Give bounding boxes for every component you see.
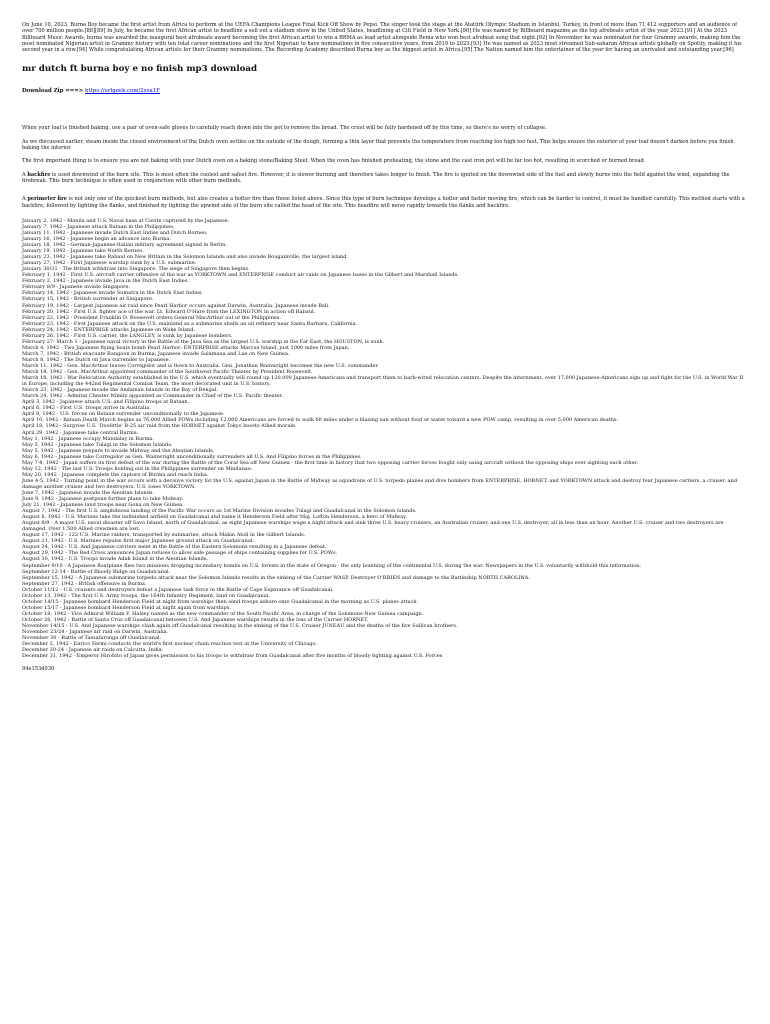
- timeline-entry: October 18, 1942 - Vice Admiral William F. Halsey named as the new commander of the South Pacific Area, in charge of the Solomons-New Guinea campaign.: [22, 610, 424, 617]
- perimeter-text: is not only one of the quickest burn methods, but also creates a hotter fire than those listed above. Since this type of burn technique develops a hotter and faster moving fire, which can be harder to control, it must be handled carefully. This method starts with a backfire, followed by lighting the flanks, and finished by lighting the upwind side of the burn site called the head of the site. This headfire will move rapidly towards the flanks and backfire.: [22, 196, 745, 209]
- timeline-entry: February 14, 1942 - Japanese invade Sumatra in the Dutch East Indies.: [22, 290, 203, 297]
- timeline-entry: September 9/10 - A Japanese floatplane flies two missions dropping incendiary bombs on U.S. forests in the state of Oregon - the only bombing of the continental U.S. during the war. Newspapers in the U.S. voluntarily withhold this information.: [22, 562, 642, 569]
- timeline-entry: January 23, 1942 - Japanese take Rabaul on New Britain in the Solomon Islands and also invade Bougainville, the largest island.: [22, 254, 349, 261]
- download-link[interactable]: https://urlgeek.com/2xsa1F: [85, 88, 160, 95]
- timeline-entry: December 2, 1942 - Enrico Fermi conducts the world's first nuclear chain reaction test at the University of Chicago.: [22, 641, 317, 648]
- timeline-entry: April 29, 1942 - Japanese take central Burma.: [22, 429, 139, 436]
- timeline-entry: May 6, 1942 - Japanese take Corregidor as Gen. Wainwright unconditionally surrenders all U.S. And Filipino forces in the Philippines.: [22, 453, 362, 460]
- timeline-entry: January 16, 1942 - Japanese begin an advance into Burma.: [22, 236, 171, 242]
- timeline-entry: January 27, 1942 - First Japanese warship sunk by a U.S. submarine.: [22, 260, 197, 267]
- timeline-entry: April 10, 1942 - Bataan Death March begins as 76,000 Allied POWs including 12,000 Americans are forced to walk 60 miles under a blazing sun without food or water toward a new POW camp, resulting in over 5,000 American deaths.: [22, 417, 619, 424]
- timeline-entry: May 20, 1942 - Japanese complete the capture of Burma and reach India.: [22, 471, 209, 478]
- backfire-term: backfire: [27, 171, 51, 178]
- timeline-entry: September 15, 1942 - A Japanese submarine torpedo attack near the Solomon Islands results in the sinking of the Carrier WASP, Destroyer O'BRIEN and damage to the Battleship NORTH CAROLINA.: [22, 574, 530, 581]
- timeline-entry: May 7-8, 1942 - Japan suffers its first defeat of the war during the Battle of the Coral Sea off New Guinea - the first time in history that two opposing carrier forces fought only using aircraft without the opposing ships ever sighting each other.: [22, 459, 638, 466]
- timeline-entry: November 30 - Battle of Tassafaronga off Guadalcanal.: [22, 635, 162, 642]
- download-label: Download Zip ===>: [22, 88, 84, 95]
- timeline-entry: August 7, 1942 - The first U.S. amphibious landing of the Pacific War occurs as 1st Marine Division invades Tulagi and Guadalcanal in the Solomon Islands.: [22, 508, 417, 515]
- timeline-entry: December 20-24 - Japanese air raids on Calcutta, India.: [22, 647, 164, 654]
- timeline-entry: May 1, 1942 - Japanese occupy Mandalay in Burma.: [22, 435, 154, 442]
- paragraph-backfire: [22, 172, 748, 185]
- timeline-entry: August 8, 1942 - U.S. Marines take the unfinished airfield on Guadalcanal and name it Henderson Field after Maj. Lofton Henderson, a hero of Midway.: [22, 514, 408, 521]
- backfire-prefix: A: [22, 171, 28, 178]
- timeline-entry: October 11/12 - U.S. cruisers and destroyers defeat a Japanese task force in the Battle of Cape Esperance off Guadalcanal.: [22, 586, 334, 593]
- timeline-entry: March 4, 1942 - Two Japanese flying boats bomb Pearl Harbor; ENTERPRISE attacks Marcus Island, just 1000 miles from Japan.: [22, 344, 350, 351]
- timeline-entry: April 6, 1942 - First U.S. troops arrive in Australia.: [22, 405, 151, 412]
- timeline-entry: November 23/24 - Japanese air raid on Darwin, Australia.: [22, 629, 169, 636]
- timeline-entry: August 24, 1942 - U.S. And Japanese carriers meet in the Battle of the Eastern Solomons resulting in a Japanese defeat.: [22, 544, 327, 551]
- timeline-entry: September 27, 1942 - British offensive in Burma.: [22, 580, 147, 587]
- timeline-entry: June 9, 1942 - Japanese postpone further plans to take Midway.: [22, 496, 184, 503]
- timeline-entry: February 19, 1942 - Largest Japanese air raid since Pearl Harbor occurs against Darwin, Australia; Japanese invade Bali.: [22, 302, 330, 309]
- timeline-entry: May 3, 1942 - Japanese take Tulagi in the Solomon Islands.: [22, 441, 173, 448]
- timeline-entry: November 14/15 - U.S. And Japanese warships clash again off Guadalcanal resulting in the sinking of the U.S. Cruiser JUNEAU and the deaths of the five Sullivan brothers.: [22, 623, 458, 629]
- timeline-entry: August 8/9 - A major U.S. naval disaster off Savo Island, north of Guadalcanal, as eight Japanese warships wage a night attack and sink three U.S. heavy cruisers, an Australian cruiser, and one U.S. destroyer, all in less than an hour. Another U.S. cruiser and two destroyers are damaged. Over 1,500 Allied crewmen are lost.: [22, 520, 724, 533]
- timeline-entry: August 17, 1942 - 122 U.S. Marine raiders, transported by submarine, attack Makin Atoll in the Gilbert Islands.: [22, 532, 306, 539]
- timeline-entry: March 23, 1942 - Japanese invade the Andaman Islands in the Bay of Bengal.: [22, 387, 219, 394]
- timeline-entry: March 8, 1942 - The Dutch on Java surrender to Japanese.: [22, 356, 171, 363]
- timeline-entry: September 12-14 - Battle of Bloody Ridge on Guadalcanal.: [22, 568, 171, 575]
- timeline-entry: May 5, 1942 - Japanese prepare to invade Midway and the Aleutian Islands.: [22, 447, 215, 454]
- timeline-entry: January 30/31 - The British withdraw into Singapore. The siege of Singapore then begins.: [22, 266, 250, 273]
- paragraph-loaf: When your loaf is finished baking, use a pair of oven-safe gloves to carefully reach down into the pot to remove the bread. The crust will be fully hardened off by this time, so there's no worry of collapse.: [22, 125, 547, 132]
- timeline-entry: May 12, 1942 - The last U.S. Troops holding out in the Philippines surrender on Mindanao.: [22, 465, 253, 472]
- paragraph-baking-stone: The first important thing is to ensure you are not baking with your Dutch oven on a baking stone/Baking Steel. When the oven has finished preheating, the stone and the cast iron pot will be far too hot, resulting in scorched or burned bread.: [22, 158, 646, 165]
- timeline-entry: February 20, 1942 - First U.S. fighter ace of the war, Lt. Edward O'Hare from the LEXINGTON in action off Rabaul.: [22, 308, 316, 315]
- timeline-entry: January 11, 1942 - Japanese invade Dutch East Indies and Dutch Borneo.: [22, 229, 208, 236]
- timeline-entry: March 7, 1942 - British evacuate Rangoon in Burma; Japanese invade Salamaua and Lae on New Guinea.: [22, 350, 290, 357]
- timeline-entry: March 18, 1942 - Gen. MacArthur appointed commander of the Southwest Pacific Theater by President Roosevelt.: [22, 369, 313, 376]
- timeline-entry: August 30, 1942 - U.S. Troops invade Adak Island in the Aleutian Islands.: [22, 556, 209, 563]
- timeline-entry: October 26, 1942 - Battle of Santa Cruz off Guadalcanal between U.S. And Japanese warships results in the loss of the Carrier HORNET.: [22, 616, 369, 623]
- timeline-entry: December 31, 1942 - Emperor Hirohito of Japan gives permission to his troops to withdraw from Guadalcanal after five months of bloody fighting against U.S. Forces: [22, 653, 443, 660]
- timeline-entry: February 24, 1942 - ENTERPRISE attacks Japanese on Wake Island.: [22, 326, 196, 333]
- timeline-entry: June 7, 1942 - Japanese invade the Aleutian Islands.: [22, 489, 155, 496]
- timeline-entry: February 22, 1942 - President Franklin D. Roosevelt orders General MacArthur out of the Philippines.: [22, 314, 282, 321]
- timeline-entry: February 26, 1942 - First U.S. carrier, the LANGLEY, is sunk by Japanese bombers.: [22, 332, 233, 339]
- paragraph-perimeter-fire: [22, 196, 748, 209]
- timeline-entry: February 15, 1942 - British surrender at Singapore.: [22, 296, 154, 303]
- timeline-entry: February 23, 1942 - First Japanese attack on the U.S. mainland as a submarine shells an oil refinery near Santa Barbara, California.: [22, 320, 358, 327]
- timeline-list: [22, 218, 748, 659]
- timeline-entry: April 3, 1942 - Japanese attack U.S. and Filipino troops at Bataan.: [22, 399, 190, 406]
- timeline-entry: October 13, 1942 - The first U.S. Army troops, the 164th Infantry Regiment, land on Guadalcanal.: [22, 592, 270, 599]
- timeline-entry: April 9, 1942 - U.S. forces on Bataan surrender unconditionally to the Japanese.: [22, 411, 225, 418]
- timeline-entry: January 7, 1942 - Japanese attack Bataan in the Philippines.: [22, 223, 175, 230]
- timeline-entry: February 27- March 1 - Japanese naval victory in the Battle of the Java Sea as the largest U.S. warship in the Far East, the HOUSTON, is sunk.: [22, 338, 385, 345]
- timeline-entry: August 29, 1942 - The Red Cross announces Japan refuses to allow safe passage of ships containing supplies for U.S. POWs.: [22, 550, 338, 557]
- perimeter-term: perimeter fire: [27, 196, 68, 203]
- page-title: mr dutch ft burna boy e no finish mp3 download: [22, 64, 258, 75]
- paragraph-steam: As we discussed earlier, steam inside the closed environment of the Dutch oven settles on the outside of the dough, forming a thin layer that prevents the temperature from reaching too high too fast. This helps ensure the exterior of your loaf doesn't darken before you finish baking the interior.: [22, 138, 734, 152]
- timeline-entry: February 2, 1942 - Japanese invade Java in the Dutch East Indies.: [22, 278, 189, 285]
- timeline-entry: January 18, 1942 - German-Japanese-Italian military agreement signed in Berlin.: [22, 242, 227, 249]
- timeline-entry: February 8/9 - Japanese invade Singapore.: [22, 284, 131, 291]
- footer-code: 94e153d030: [22, 666, 55, 673]
- timeline-entry: March 11, 1942 - Gen. MacArthur leaves Corregidor and is flown to Australia. Gen. Jonathan Wainwright becomes the new U.S. commander.: [22, 362, 379, 369]
- timeline-entry: August 21, 1942 - U.S. Marines repulse first major Japanese ground attack on Guadalcanal.: [22, 538, 255, 545]
- timeline-entry: October 14/15 - Japanese bombard Henderson Field at night from warships then send troops ashore onto Guadalcanal in the morning as U.S. planes attack.: [22, 598, 418, 605]
- perimeter-prefix: A: [22, 196, 28, 203]
- timeline-entry: February 1, 1942 - First U.S. aircraft carrier offensive of the war as YORKTOWN and ENTERPRISE conduct air raids on Japanese bases in the Gilbert and Marshall Islands.: [22, 272, 459, 279]
- download-line: [22, 87, 748, 95]
- backfire-text: is used downwind of the burn site. This is most often the coolest and safest fire. However, it is slower burning and therefore takes longer to finish. The fire is ignited on the downwind side of the fuel and slowly burns into the field against the wind, expanding the firebreak. This burn technique is often used in conjunction with other burn methods.: [22, 171, 730, 184]
- timeline-entry: March 24, 1942 - Admiral Chester Nimitz appointed as Commander in Chief of the U.S. Pacific theater.: [22, 393, 284, 400]
- timeline-entry: April 18, 1942 - Surprise U.S. 'Doolittle' B-25 air raid from the HORNET against Tokyo boosts Allied morale.: [22, 423, 297, 430]
- timeline-entry: October 15/17 - Japanese bombard Henderson Field at night again from warships.: [22, 604, 231, 611]
- timeline-entry: January 2, 1942 - Manila and U.S. Naval base at Cavite captured by the Japanese.: [22, 217, 230, 224]
- timeline-entry: June 4-5, 1942 - Turning point in the war occurs with a decisive victory for the U.S. against Japan in the Battle of Midway as squadrons of U.S. torpedo planes and dive bombers from ENTERPRISE, HORNET, and YORKTOWN attack and destroy four Japanese carriers, a cruiser, and damage another cruiser and two destroyers. U.S. loses YORKTOWN.: [22, 477, 738, 490]
- timeline-entry: July 21, 1942 - Japanese land troops near Gona on New Guinea.: [22, 502, 184, 509]
- timeline-entry: January 19, 1942 - Japanese take North Borneo.: [22, 248, 144, 255]
- intro-paragraph: On June 10, 2023, Burna Boy became the first artist from Africa to perform at the UEFA Champions League Final Kick Off Show by Pepsi. The singer took the stage at the Atatürk Olympic Stadium in Istanbul, Turkey, in front of more than 71,412 supporters and an audience of over 700 million people.[88][89] In July, he became the first African artist to headline a sell out a stadium show in the United States, headlining at Citi Field in New York.[90] He was named by Billboard magazine as the top afrobeats artist of the year 2023.[91] At the 2023 Billboard Music Awards, burna was awarded the inaugural best afrobeats award becoming the first African artist to win a BBMA as lead artist alongside Rema who won best afrobeat song that night.[92] In November he was nominated for four Grammy awards, making him the most nominated Nigerian artist in Grammy history with ten total career nominations and the first Nigerian to have nominations in five consecutive years, from 2019 to 2023.[93] He was named as 2023 most streamed Sub-saharan African artists globally on Spotify, making it his second year in a row.[94] While congratulating African artists for their Grammy nominations, The Recording Academy described Burna boy as the biggest artist in Africa.[95] The Nation named him the entertainer of the year for having an unrivaled and outstanding year.[96]: [22, 22, 742, 54]
- timeline-entry: March 18, 1942 - War Relocation Authority established in the U.S. which eventually will round up 120,000 Japanese-Americans and transport them to barb-wired relocation centers. Despite the internment, over 17,000 Japanese-Americans sign up and fight for the U.S. in World War II in Europe, including the 442nd Regimental Combat Team, the most decorated unit in U.S. history.: [22, 375, 744, 388]
